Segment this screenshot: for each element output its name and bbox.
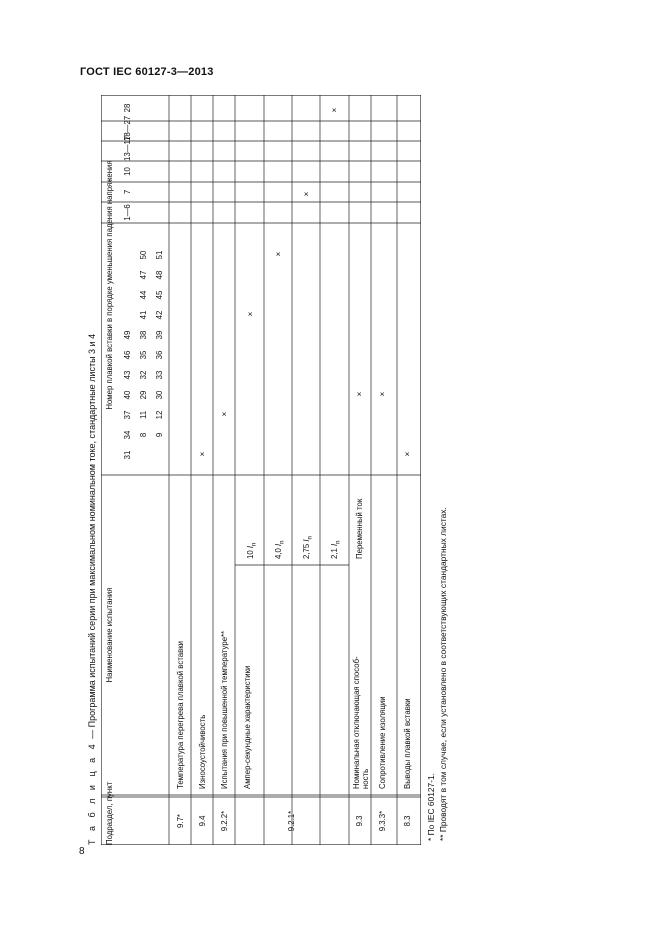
row-test: Испытания при повышенной температуре** xyxy=(220,630,229,789)
row-current-prefix: 2,75 xyxy=(302,541,311,559)
fuse-number-cell: 49 xyxy=(123,330,132,340)
note-2: ** Проводят в том случае, если установлено в соответствующих стандартных листах. xyxy=(438,507,448,841)
row-test: Температура перегрева плавкой вставки xyxy=(176,641,185,789)
document-title: ГОСТ IEC 60127-3—2013 xyxy=(80,66,214,78)
row-current xyxy=(274,540,288,559)
row-clause: 9.2.2* xyxy=(220,810,229,832)
fuse-number-cell: 30 xyxy=(155,390,164,400)
fuse-number-cell: 33 xyxy=(155,370,164,380)
fuse-number-cell: 43 xyxy=(123,370,132,380)
applicable-mark: × xyxy=(378,391,387,397)
header-test-name: Наименование испытания xyxy=(105,587,114,683)
applicable-mark: × xyxy=(330,107,339,113)
fuse-number-cell: 44 xyxy=(139,290,148,300)
fuse-number-cell: 29 xyxy=(139,390,148,400)
applicable-mark: × xyxy=(274,251,283,257)
row-current-prefix: 2,1 xyxy=(330,545,339,559)
fuse-number-cell: 46 xyxy=(123,350,132,360)
fuse-number-cell: 11 xyxy=(139,410,148,420)
fuse-number-cell: 9 xyxy=(155,432,164,438)
fuse-number-cell: 37 xyxy=(123,410,132,420)
fuse-number-cell: 13—17 xyxy=(123,135,132,161)
table-caption xyxy=(85,95,99,845)
fuse-number-cell: 8 xyxy=(139,432,148,438)
page-number: 8 xyxy=(79,846,85,857)
row-test: Ампер-секундные характеристики xyxy=(243,665,252,789)
row-test: Выводы плавкой вставки xyxy=(403,698,412,789)
row-current xyxy=(330,540,344,559)
fuse-number-cell: 1—6 xyxy=(123,204,132,221)
row-test: Номинальная отключающая способ- xyxy=(352,656,361,789)
applicable-mark: × xyxy=(246,311,255,317)
table-grid xyxy=(101,95,421,845)
note-1: * По IEC 60127-1. xyxy=(426,773,436,841)
fuse-number-cell: 10 xyxy=(123,167,132,176)
row-test: ность xyxy=(361,768,370,789)
applicable-mark: × xyxy=(220,411,229,417)
applicable-mark: × xyxy=(403,451,412,457)
row-clause: 9.7* xyxy=(176,814,185,828)
row-current-index: n xyxy=(307,536,314,540)
fuse-number-cell: 18—27 xyxy=(123,115,132,141)
fuse-number-cell: 32 xyxy=(139,370,148,380)
row-current xyxy=(302,536,316,559)
row-clause: 8.3 xyxy=(403,815,412,827)
fuse-number-cell: 31 xyxy=(123,450,132,460)
fuse-number-cell: 45 xyxy=(155,290,164,300)
applicable-mark: × xyxy=(302,191,311,197)
header-fuse-number: Номер плавкой вставки в порядке уменьшения падения напряжения xyxy=(105,160,114,410)
row-current: Переменный ток xyxy=(355,498,364,559)
row-current-prefix: 10 xyxy=(246,548,255,559)
row-current-index: n xyxy=(335,540,342,544)
row-clause: 9.4 xyxy=(198,815,207,827)
applicable-mark: × xyxy=(355,391,364,397)
row-test: Износоустойчивость xyxy=(198,714,207,789)
row-current-index: n xyxy=(279,540,286,544)
row-current-symbol: I xyxy=(246,545,255,549)
row-clause: 9.2.1* xyxy=(287,810,296,832)
row-current-symbol: I xyxy=(274,543,283,546)
fuse-number-cell: 39 xyxy=(155,330,164,340)
test-programme-table xyxy=(101,95,421,845)
fuse-number-cell: 35 xyxy=(139,350,148,360)
fuse-number-cell: 38 xyxy=(139,330,148,340)
table-caption-lead: Т а б л и ц а 4 xyxy=(87,741,97,845)
fuse-number-cell: 50 xyxy=(139,250,148,260)
fuse-number-cell: 41 xyxy=(139,310,148,320)
table-notes xyxy=(425,507,449,841)
row-clause: 9.3.3* xyxy=(378,810,387,832)
row-current xyxy=(246,543,260,559)
fuse-number-cell: 51 xyxy=(155,250,164,260)
header-clause: Подраздел, пункт xyxy=(105,781,114,845)
row-current-symbol: I xyxy=(302,539,311,542)
fuse-number-cell: 42 xyxy=(155,310,164,320)
fuse-number-cell: 7 xyxy=(123,189,132,195)
fuse-number-cell: 40 xyxy=(123,390,132,400)
row-clause: 9.3 xyxy=(355,815,364,827)
row-current-prefix: 4,0 xyxy=(274,545,283,559)
row-current-symbol: I xyxy=(330,543,339,546)
fuse-number-cell: 34 xyxy=(123,430,132,440)
applicable-mark: × xyxy=(198,451,207,457)
fuse-number-cell: 48 xyxy=(155,270,164,280)
rotated-table-area xyxy=(85,95,465,845)
row-current-index: n xyxy=(251,542,258,546)
fuse-number-cell: 28 xyxy=(123,103,132,113)
row-test: Сопротивление изоляции xyxy=(378,696,387,789)
fuse-number-cell: 47 xyxy=(139,270,148,280)
fuse-number-cell: 12 xyxy=(155,410,164,420)
table-caption-text: — Программа испытаний серии при максимальном номинальном токе, стандартные листы 3 и 4 xyxy=(87,333,97,742)
fuse-number-cell: 36 xyxy=(155,350,164,360)
